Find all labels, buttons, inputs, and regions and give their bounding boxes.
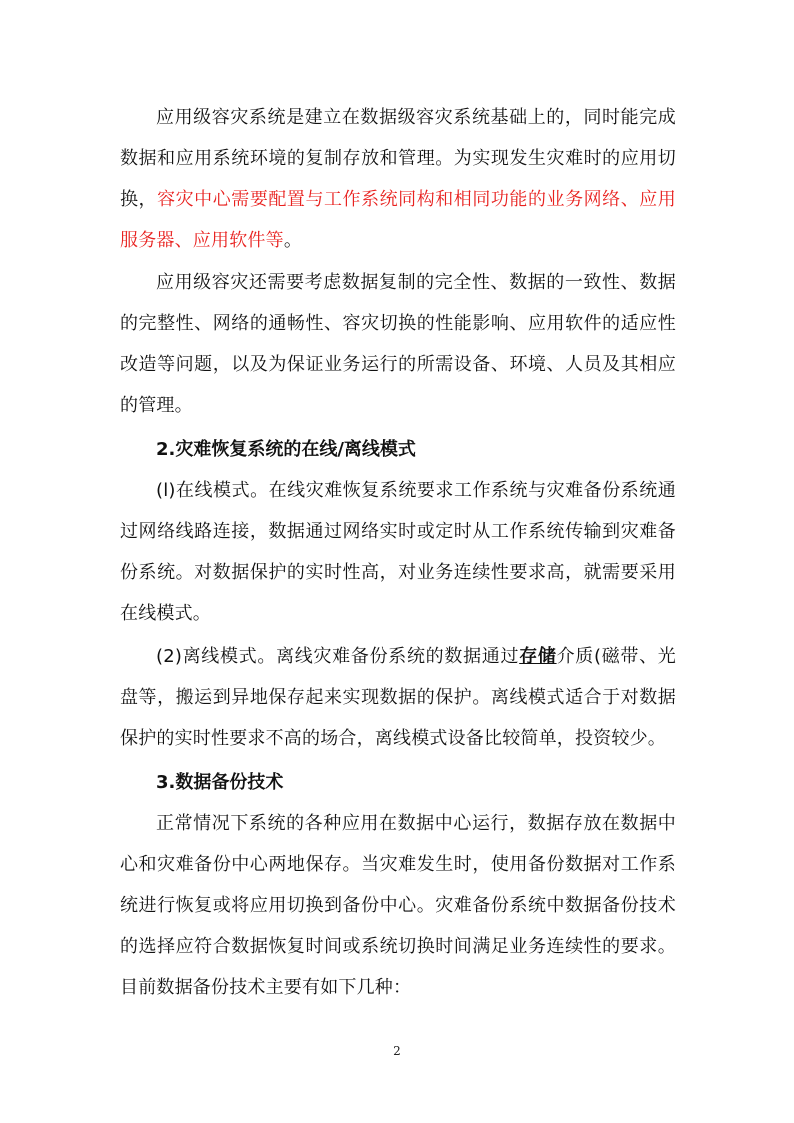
section-heading-online-offline-mode: 2.灾难恢复系统的在线/离线模式 xyxy=(156,439,416,460)
paragraph-text: 。 xyxy=(283,230,303,251)
paragraph-text: 应用级容灾系统是建立在数据级容灾系统基础上的，同时能完成数据和应用系统环境的复制存放和管理。为实现发生灾难时的应用切换， xyxy=(120,107,676,210)
paragraph-offline-mode xyxy=(120,636,676,759)
section-heading-data-backup-technology: 3.数据备份技术 xyxy=(156,772,284,793)
highlighted-requirement-text: 容灾中心需要配置与工作系统同构和相同功能的业务网络、应用服务器、应用软件等 xyxy=(120,189,676,251)
paragraph-text: (2)离线模式。离线灾难备份系统的数据通过 xyxy=(156,646,520,667)
paragraph-app-level-considerations: 应用级容灾还需要考虑数据复制的完全性、数据的一致性、数据的完整性、网络的通畅性、容灾切换的性能影响、应用软件的适应性改造等问题，以及为保证业务运行的所需设备、环境、人员及其相应的管理。 xyxy=(120,272,676,416)
paragraph-data-backup-overview: 正常情况下系统的各种应用在数据中心运行，数据存放在数据中心和灾难备份中心两地保存。当灾难发生时，使用备份数据对工作系统进行恢复或将应用切换到备份中心。灾难备份系统中数据备份技术的选择应符合数据恢复时间或系统切换时间满足业务连续性的要求。目前数据备份技术主要有如下几种： xyxy=(120,813,676,998)
storage-emphasis-text: 存储 xyxy=(519,646,557,667)
paragraph-text: 介质(磁带、光盘等，搬运到异地保存起来实现数据的保护。离线模式适合于对数据保护的实时性要求不高的场合，离线模式设备比较简单，投资较少。 xyxy=(120,646,677,749)
paragraph-app-level-disaster-recovery xyxy=(120,97,676,261)
page-number: 2 xyxy=(393,1044,401,1058)
paragraph-online-mode: (l)在线模式。在线灾难恢复系统要求工作系统与灾难备份系统通过网络线路连接，数据通过网络实时或定时从工作系统传输到灾难备份系统。对数据保护的实时性高，对业务连续性要求高，就需要采用在线模式。 xyxy=(120,480,676,624)
